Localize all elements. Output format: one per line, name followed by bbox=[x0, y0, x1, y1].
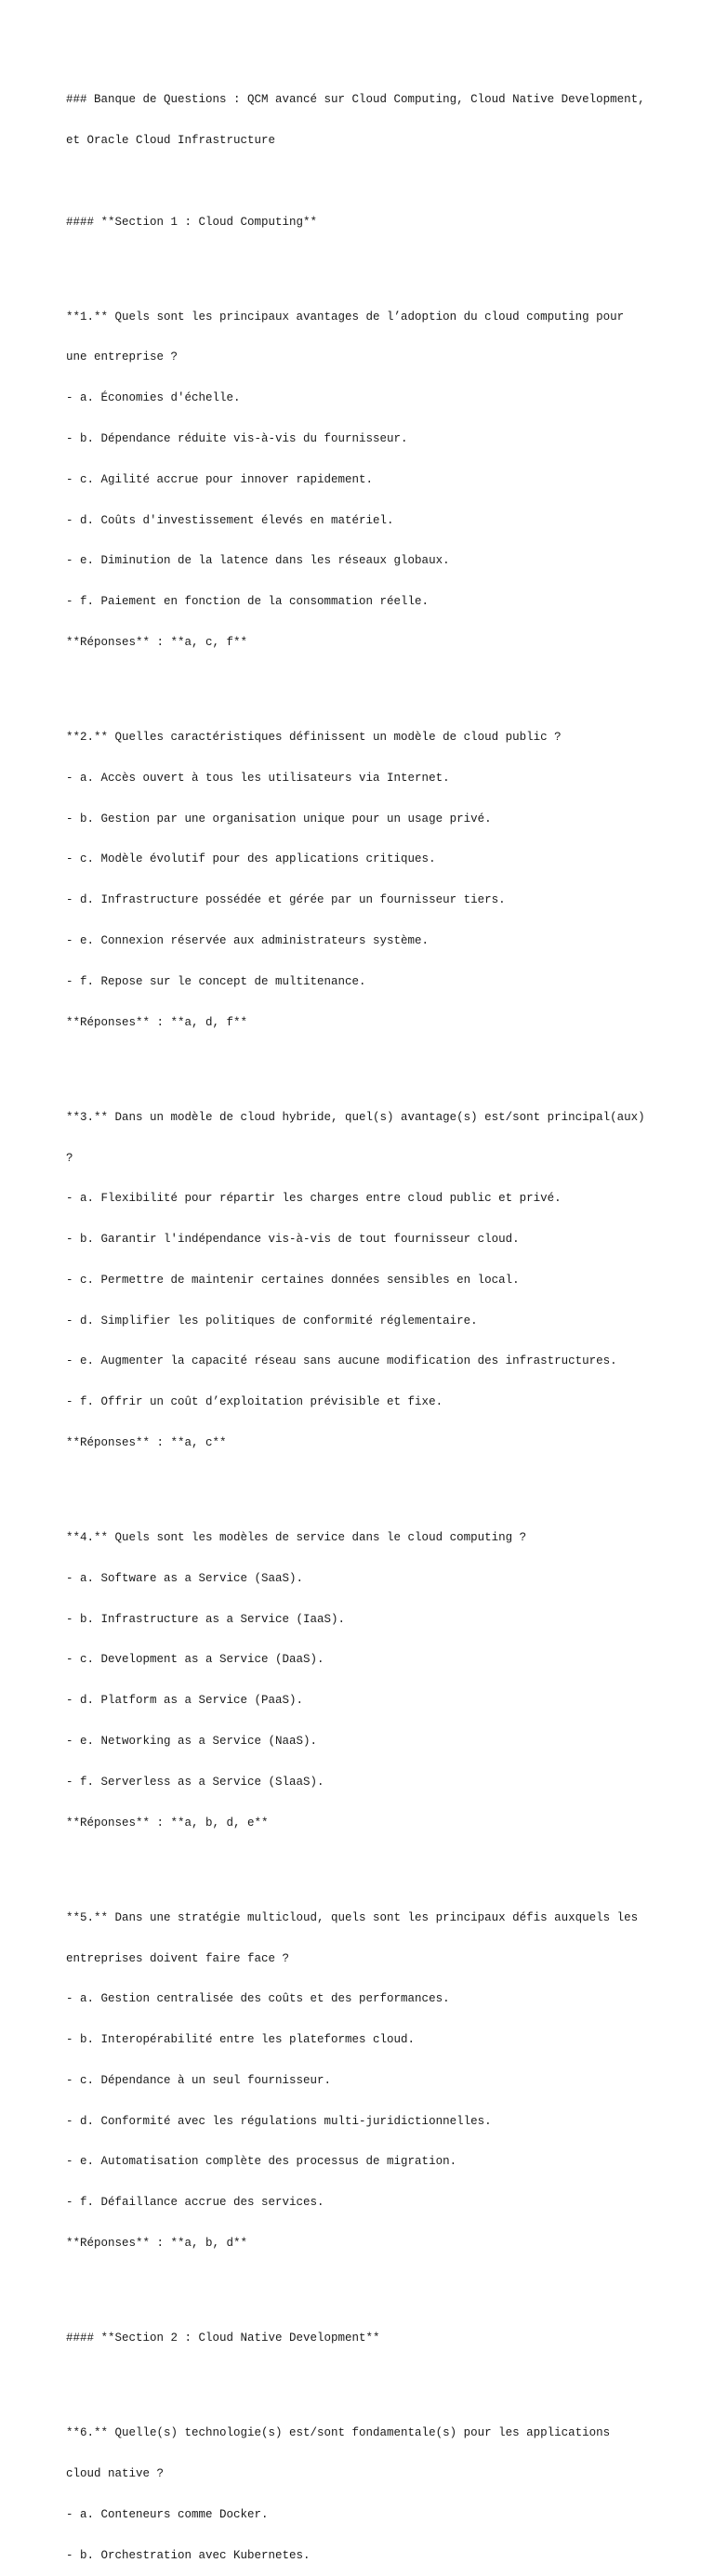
question-6-option-b: - b. Orchestration avec Kubernetes. bbox=[66, 2548, 311, 2562]
question-1-answer: **Réponses** : **a, c, f** bbox=[66, 635, 248, 649]
question-1-text: **1.** Quels sont les principaux avantages de l’adoption du cloud computing pour bbox=[66, 310, 625, 324]
question-3-option-d: - d. Simplifier les politiques de conformité réglementaire. bbox=[66, 1314, 478, 1328]
question-4-option-c: - c. Development as a Service (DaaS). bbox=[66, 1653, 324, 1667]
blank-line bbox=[66, 2372, 680, 2386]
question-6-text-cont: cloud native ? bbox=[66, 2467, 165, 2481]
question-3-answer: **Réponses** : **a, c** bbox=[66, 1435, 227, 1449]
question-1-option-b: - b. Dépendance réduite vis-à-vis du fournisseur. bbox=[66, 432, 408, 446]
question-3-option-f: - f. Offrir un coût d’exploitation prévisible et fixe. bbox=[66, 1395, 443, 1409]
question-1-option-a: - a. Économies d'échelle. bbox=[66, 391, 241, 405]
question-2-option-a: - a. Accès ouvert à tous les utilisateurs via Internet. bbox=[66, 771, 450, 785]
question-1-option-c: - c. Agilité accrue pour innover rapidement. bbox=[66, 472, 374, 486]
question-3-option-b: - b. Garantir l'indépendance vis-à-vis de tout fournisseur cloud. bbox=[66, 1233, 520, 1247]
section-1-heading: #### **Section 1 : Cloud Computing** bbox=[66, 215, 318, 229]
question-5-text-cont: entreprises doivent faire face ? bbox=[66, 1951, 290, 1965]
question-3-option-c: - c. Permettre de maintenir certaines données sensibles en local. bbox=[66, 1273, 520, 1287]
question-5-answer: **Réponses** : **a, b, d** bbox=[66, 2237, 248, 2250]
question-2-answer: **Réponses** : **a, d, f** bbox=[66, 1015, 248, 1029]
question-1-option-d: - d. Coûts d'investissement élevés en matériel. bbox=[66, 513, 394, 527]
question-5-option-f: - f. Défaillance accrue des services. bbox=[66, 2196, 324, 2210]
section-2-heading: #### **Section 2 : Cloud Native Development** bbox=[66, 2332, 380, 2345]
heading-title-line-1: ### Banque de Questions : QCM avancé sur Cloud Computing, Cloud Native Development, bbox=[66, 93, 645, 107]
question-5-option-c: - c. Dépendance à un seul fournisseur. bbox=[66, 2073, 332, 2087]
document-body bbox=[66, 66, 680, 2576]
blank-line bbox=[66, 677, 680, 691]
question-3-option-e: - e. Augmenter la capacité réseau sans aucune modification des infrastructures. bbox=[66, 1354, 617, 1368]
question-4-option-f: - f. Serverless as a Service (SlaaS). bbox=[66, 1775, 324, 1789]
question-1-text-cont: une entreprise ? bbox=[66, 350, 178, 364]
blank-line bbox=[66, 2278, 680, 2292]
question-2-option-b: - b. Gestion par une organisation unique pour un usage privé. bbox=[66, 812, 492, 826]
question-4-answer: **Réponses** : **a, b, d, e** bbox=[66, 1816, 269, 1830]
blank-line bbox=[66, 1856, 680, 1870]
question-6-text: **6.** Quelle(s) technologie(s) est/sont fondamentale(s) pour les applications bbox=[66, 2426, 611, 2440]
question-2-option-d: - d. Infrastructure possédée et gérée par un fournisseur tiers. bbox=[66, 893, 506, 907]
question-2-option-f: - f. Repose sur le concept de multitenance. bbox=[66, 974, 366, 988]
question-5-option-b: - b. Interopérabilité entre les plateformes cloud. bbox=[66, 2033, 416, 2047]
question-1-option-e: - e. Diminution de la latence dans les réseaux globaux. bbox=[66, 554, 450, 568]
question-4-option-d: - d. Platform as a Service (PaaS). bbox=[66, 1694, 304, 1708]
question-4-option-e: - e. Networking as a Service (NaaS). bbox=[66, 1735, 318, 1749]
blank-line bbox=[66, 1477, 680, 1491]
question-4-option-b: - b. Infrastructure as a Service (IaaS). bbox=[66, 1612, 346, 1626]
question-2-option-c: - c. Modèle évolutif pour des applications critiques. bbox=[66, 852, 436, 866]
blank-line bbox=[66, 256, 680, 270]
question-2-option-e: - e. Connexion réservée aux administrateurs système. bbox=[66, 934, 430, 947]
question-2-text: **2.** Quelles caractéristiques définissent un modèle de cloud public ? bbox=[66, 731, 562, 745]
question-3-option-a: - a. Flexibilité pour répartir les charges entre cloud public et privé. bbox=[66, 1192, 562, 1206]
question-3-text-cont: ? bbox=[66, 1151, 73, 1165]
question-5-text: **5.** Dans une stratégie multicloud, quels sont les principaux défis auxquels les bbox=[66, 1910, 639, 1924]
question-5-option-a: - a. Gestion centralisée des coûts et des performances. bbox=[66, 1992, 450, 2006]
question-1-option-f: - f. Paiement en fonction de la consommation réelle. bbox=[66, 595, 430, 609]
question-5-option-e: - e. Automatisation complète des processus de migration. bbox=[66, 2155, 457, 2169]
question-6-option-a: - a. Conteneurs comme Docker. bbox=[66, 2507, 269, 2521]
question-4-option-a: - a. Software as a Service (SaaS). bbox=[66, 1571, 304, 1585]
blank-line bbox=[66, 175, 680, 189]
question-3-text: **3.** Dans un modèle de cloud hybride, quel(s) avantage(s) est/sont principal(aux) bbox=[66, 1110, 645, 1124]
blank-line bbox=[66, 1056, 680, 1070]
question-5-option-d: - d. Conformité avec les régulations multi-juridictionnelles. bbox=[66, 2114, 492, 2128]
heading-title-line-2: et Oracle Cloud Infrastructure bbox=[66, 133, 276, 147]
question-4-text: **4.** Quels sont les modèles de service dans le cloud computing ? bbox=[66, 1531, 527, 1545]
